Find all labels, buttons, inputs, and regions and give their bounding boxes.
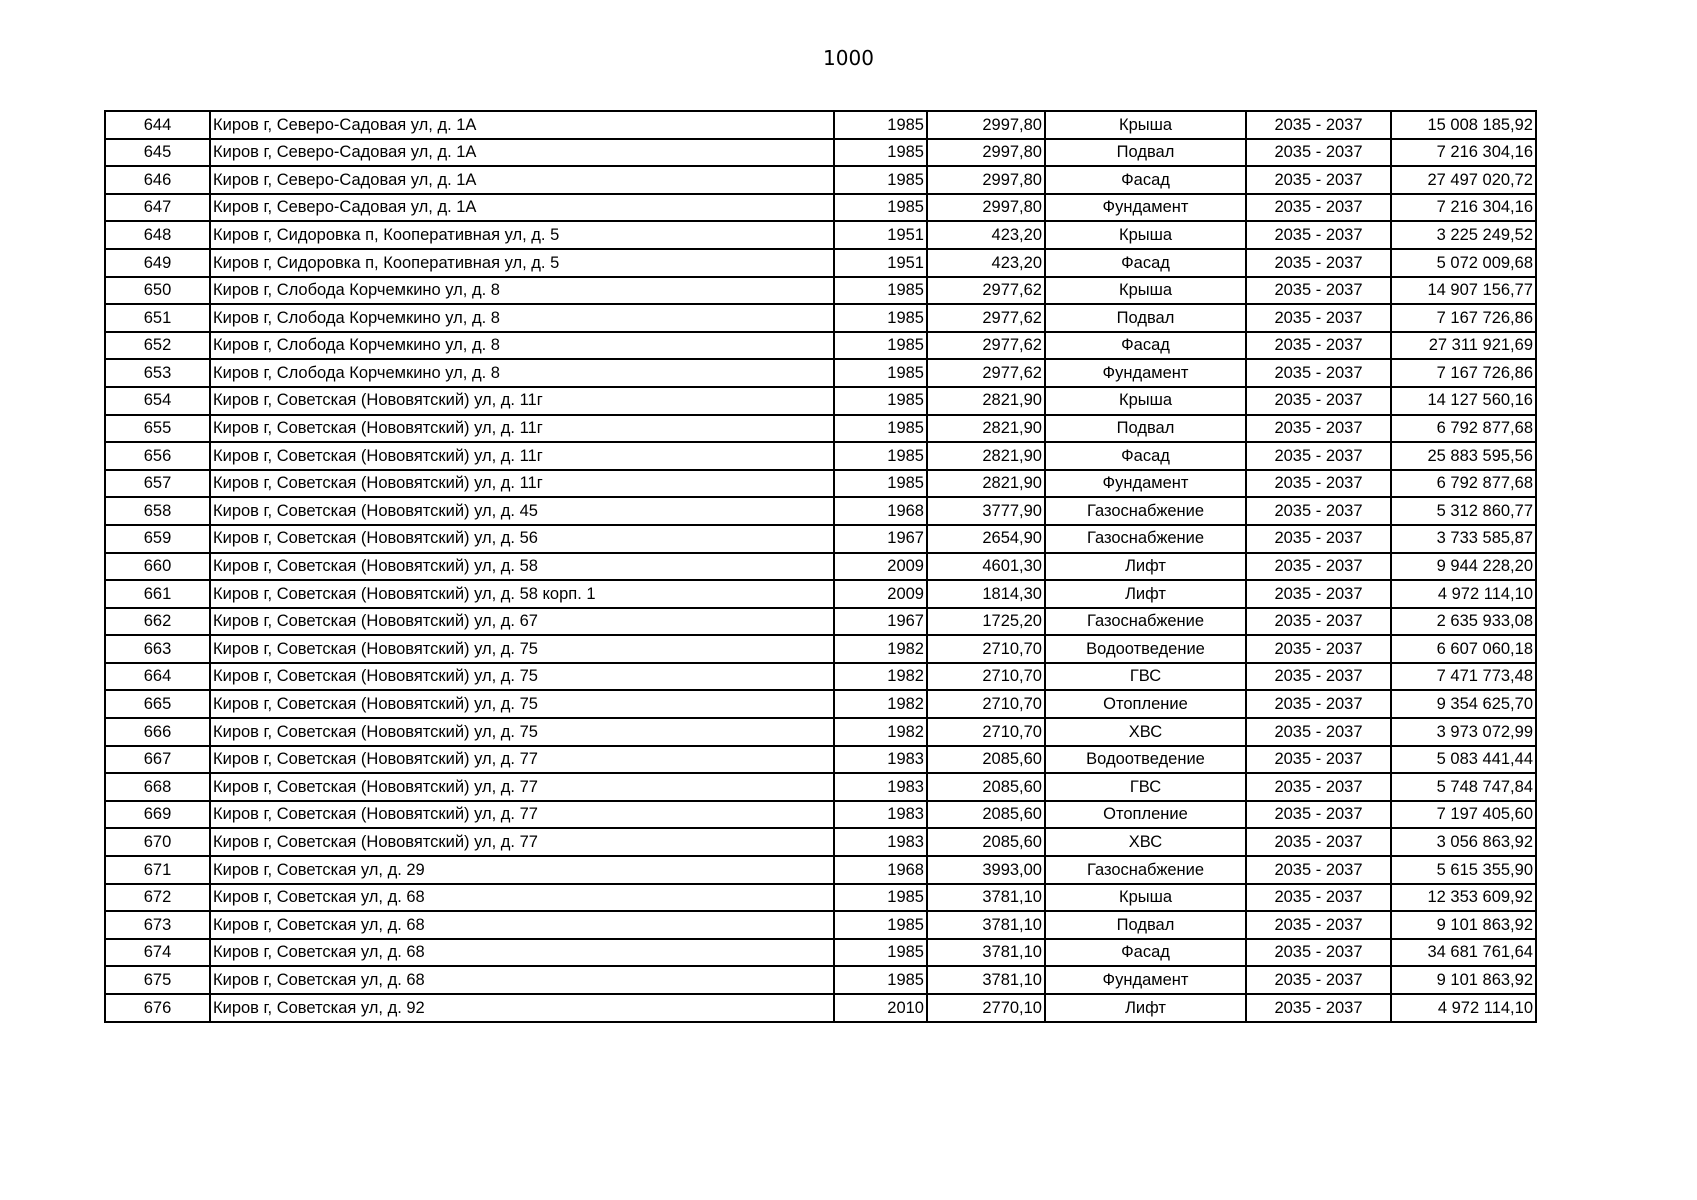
work-type-cell: Лифт (1045, 553, 1246, 581)
build-year-cell: 1985 (834, 470, 927, 498)
table-row (105, 608, 1536, 636)
build-year-cell: 1968 (834, 856, 927, 884)
period-cell: 2035 - 2037 (1246, 359, 1391, 387)
row-number-cell: 654 (105, 387, 210, 415)
build-year-cell: 1985 (834, 884, 927, 912)
cost-cell: 5 083 441,44 (1391, 746, 1536, 774)
address-cell: Киров г, Советская (Нововятский) ул, д. 58 корп. 1 (210, 580, 834, 608)
work-type-cell: Фасад (1045, 166, 1246, 194)
work-type-cell: ХВС (1045, 718, 1246, 746)
row-number-cell: 661 (105, 580, 210, 608)
table-row (105, 139, 1536, 167)
table-row (105, 166, 1536, 194)
row-number-cell: 665 (105, 690, 210, 718)
period-cell: 2035 - 2037 (1246, 304, 1391, 332)
cost-cell: 9 354 625,70 (1391, 690, 1536, 718)
area-cell: 2770,10 (927, 994, 1045, 1022)
row-number-cell: 659 (105, 525, 210, 553)
work-type-cell: Фасад (1045, 939, 1246, 967)
cost-cell: 5 072 009,68 (1391, 249, 1536, 277)
work-type-cell: ГВС (1045, 663, 1246, 691)
build-year-cell: 2009 (834, 580, 927, 608)
address-cell: Киров г, Северо-Садовая ул, д. 1А (210, 111, 834, 139)
build-year-cell: 1982 (834, 663, 927, 691)
area-cell: 2821,90 (927, 442, 1045, 470)
cost-cell: 6 792 877,68 (1391, 470, 1536, 498)
table-row (105, 415, 1536, 443)
address-cell: Киров г, Северо-Садовая ул, д. 1А (210, 194, 834, 222)
work-type-cell: Фундамент (1045, 359, 1246, 387)
row-number-cell: 647 (105, 194, 210, 222)
period-cell: 2035 - 2037 (1246, 111, 1391, 139)
table-row (105, 580, 1536, 608)
work-type-cell: Газоснабжение (1045, 856, 1246, 884)
build-year-cell: 1983 (834, 746, 927, 774)
work-type-cell: Подвал (1045, 911, 1246, 939)
area-cell: 423,20 (927, 249, 1045, 277)
work-type-cell: ХВС (1045, 828, 1246, 856)
area-cell: 2085,60 (927, 773, 1045, 801)
row-number-cell: 656 (105, 442, 210, 470)
row-number-cell: 662 (105, 608, 210, 636)
area-cell: 2977,62 (927, 359, 1045, 387)
cost-cell: 7 197 405,60 (1391, 801, 1536, 829)
row-number-cell: 667 (105, 746, 210, 774)
cost-cell: 5 312 860,77 (1391, 497, 1536, 525)
area-cell: 2997,80 (927, 111, 1045, 139)
area-cell: 3781,10 (927, 966, 1045, 994)
build-year-cell: 1983 (834, 801, 927, 829)
period-cell: 2035 - 2037 (1246, 856, 1391, 884)
area-cell: 2821,90 (927, 470, 1045, 498)
cost-cell: 7 167 726,86 (1391, 359, 1536, 387)
period-cell: 2035 - 2037 (1246, 718, 1391, 746)
build-year-cell: 1985 (834, 304, 927, 332)
cost-cell: 3 225 249,52 (1391, 221, 1536, 249)
cost-cell: 6 792 877,68 (1391, 415, 1536, 443)
area-cell: 1814,30 (927, 580, 1045, 608)
period-cell: 2035 - 2037 (1246, 773, 1391, 801)
row-number-cell: 658 (105, 497, 210, 525)
address-cell: Киров г, Сидоровка п, Кооперативная ул, д. 5 (210, 221, 834, 249)
area-cell: 2977,62 (927, 332, 1045, 360)
cost-cell: 3 973 072,99 (1391, 718, 1536, 746)
period-cell: 2035 - 2037 (1246, 415, 1391, 443)
period-cell: 2035 - 2037 (1246, 277, 1391, 305)
work-type-cell: Лифт (1045, 994, 1246, 1022)
build-year-cell: 1985 (834, 387, 927, 415)
build-year-cell: 2010 (834, 994, 927, 1022)
build-year-cell: 1967 (834, 525, 927, 553)
cost-cell: 6 607 060,18 (1391, 635, 1536, 663)
build-year-cell: 1985 (834, 939, 927, 967)
table-row (105, 966, 1536, 994)
address-cell: Киров г, Советская (Нововятский) ул, д. 11г (210, 470, 834, 498)
address-cell: Киров г, Советская ул, д. 68 (210, 966, 834, 994)
table-row (105, 332, 1536, 360)
area-cell: 2085,60 (927, 828, 1045, 856)
period-cell: 2035 - 2037 (1246, 884, 1391, 912)
address-cell: Киров г, Советская (Нововятский) ул, д. 45 (210, 497, 834, 525)
build-year-cell: 1983 (834, 828, 927, 856)
table-row (105, 304, 1536, 332)
work-type-cell: Крыша (1045, 884, 1246, 912)
address-cell: Киров г, Советская (Нововятский) ул, д. 56 (210, 525, 834, 553)
table-row (105, 387, 1536, 415)
table-row (105, 221, 1536, 249)
cost-cell: 27 497 020,72 (1391, 166, 1536, 194)
work-type-cell: ГВС (1045, 773, 1246, 801)
area-cell: 2997,80 (927, 166, 1045, 194)
period-cell: 2035 - 2037 (1246, 249, 1391, 277)
row-number-cell: 646 (105, 166, 210, 194)
period-cell: 2035 - 2037 (1246, 746, 1391, 774)
area-cell: 2654,90 (927, 525, 1045, 553)
work-type-cell: Фундамент (1045, 966, 1246, 994)
period-cell: 2035 - 2037 (1246, 221, 1391, 249)
row-number-cell: 644 (105, 111, 210, 139)
build-year-cell: 1951 (834, 221, 927, 249)
build-year-cell: 1968 (834, 497, 927, 525)
period-cell: 2035 - 2037 (1246, 553, 1391, 581)
work-type-cell: Подвал (1045, 304, 1246, 332)
work-type-cell: Фасад (1045, 442, 1246, 470)
period-cell: 2035 - 2037 (1246, 442, 1391, 470)
area-cell: 2997,80 (927, 139, 1045, 167)
period-cell: 2035 - 2037 (1246, 939, 1391, 967)
area-cell: 2710,70 (927, 635, 1045, 663)
address-cell: Киров г, Советская (Нововятский) ул, д. 67 (210, 608, 834, 636)
row-number-cell: 668 (105, 773, 210, 801)
address-cell: Киров г, Советская ул, д. 68 (210, 884, 834, 912)
period-cell: 2035 - 2037 (1246, 332, 1391, 360)
work-type-cell: Водоотведение (1045, 635, 1246, 663)
row-number-cell: 655 (105, 415, 210, 443)
area-cell: 423,20 (927, 221, 1045, 249)
address-cell: Киров г, Советская (Нововятский) ул, д. 77 (210, 746, 834, 774)
work-type-cell: Крыша (1045, 111, 1246, 139)
cost-cell: 25 883 595,56 (1391, 442, 1536, 470)
address-cell: Киров г, Советская (Нововятский) ул, д. 77 (210, 828, 834, 856)
cost-cell: 15 008 185,92 (1391, 111, 1536, 139)
address-cell: Киров г, Слобода Корчемкино ул, д. 8 (210, 304, 834, 332)
row-number-cell: 676 (105, 994, 210, 1022)
cost-cell: 14 127 560,16 (1391, 387, 1536, 415)
period-cell: 2035 - 2037 (1246, 139, 1391, 167)
work-type-cell: Фасад (1045, 249, 1246, 277)
period-cell: 2035 - 2037 (1246, 470, 1391, 498)
build-year-cell: 1985 (834, 911, 927, 939)
build-year-cell: 1985 (834, 359, 927, 387)
table-row (105, 718, 1536, 746)
address-cell: Киров г, Советская (Нововятский) ул, д. 75 (210, 663, 834, 691)
area-cell: 4601,30 (927, 553, 1045, 581)
period-cell: 2035 - 2037 (1246, 828, 1391, 856)
build-year-cell: 1951 (834, 249, 927, 277)
address-cell: Киров г, Советская (Нововятский) ул, д. 77 (210, 773, 834, 801)
address-cell: Киров г, Сидоровка п, Кооперативная ул, д. 5 (210, 249, 834, 277)
period-cell: 2035 - 2037 (1246, 911, 1391, 939)
build-year-cell: 1985 (834, 332, 927, 360)
cost-cell: 9 101 863,92 (1391, 966, 1536, 994)
build-year-cell: 1985 (834, 277, 927, 305)
table-row (105, 359, 1536, 387)
address-cell: Киров г, Слобода Корчемкино ул, д. 8 (210, 359, 834, 387)
period-cell: 2035 - 2037 (1246, 166, 1391, 194)
address-cell: Киров г, Советская (Нововятский) ул, д. 58 (210, 553, 834, 581)
work-type-cell: Подвал (1045, 139, 1246, 167)
table-row (105, 773, 1536, 801)
table-row (105, 470, 1536, 498)
period-cell: 2035 - 2037 (1246, 525, 1391, 553)
table-row (105, 939, 1536, 967)
area-cell: 3777,90 (927, 497, 1045, 525)
area-cell: 3781,10 (927, 911, 1045, 939)
table-row (105, 635, 1536, 663)
row-number-cell: 651 (105, 304, 210, 332)
build-year-cell: 1985 (834, 166, 927, 194)
cost-cell: 5 748 747,84 (1391, 773, 1536, 801)
work-type-cell: Отопление (1045, 690, 1246, 718)
period-cell: 2035 - 2037 (1246, 635, 1391, 663)
period-cell: 2035 - 2037 (1246, 966, 1391, 994)
row-number-cell: 652 (105, 332, 210, 360)
address-cell: Киров г, Советская (Нововятский) ул, д. 11г (210, 415, 834, 443)
row-number-cell: 666 (105, 718, 210, 746)
period-cell: 2035 - 2037 (1246, 690, 1391, 718)
area-cell: 2710,70 (927, 690, 1045, 718)
work-type-cell: Отопление (1045, 801, 1246, 829)
cost-cell: 5 615 355,90 (1391, 856, 1536, 884)
row-number-cell: 664 (105, 663, 210, 691)
row-number-cell: 660 (105, 553, 210, 581)
work-type-cell: Газоснабжение (1045, 525, 1246, 553)
address-cell: Киров г, Слобода Корчемкино ул, д. 8 (210, 332, 834, 360)
table-row (105, 746, 1536, 774)
build-year-cell: 1985 (834, 442, 927, 470)
cost-cell: 12 353 609,92 (1391, 884, 1536, 912)
address-cell: Киров г, Советская (Нововятский) ул, д. 11г (210, 442, 834, 470)
table-row (105, 663, 1536, 691)
repair-schedule-table (104, 110, 1537, 1023)
area-cell: 2997,80 (927, 194, 1045, 222)
build-year-cell: 1982 (834, 635, 927, 663)
cost-cell: 7 167 726,86 (1391, 304, 1536, 332)
work-type-cell: Газоснабжение (1045, 497, 1246, 525)
build-year-cell: 1985 (834, 111, 927, 139)
cost-cell: 3 733 585,87 (1391, 525, 1536, 553)
build-year-cell: 1983 (834, 773, 927, 801)
work-type-cell: Подвал (1045, 415, 1246, 443)
address-cell: Киров г, Советская (Нововятский) ул, д. 77 (210, 801, 834, 829)
period-cell: 2035 - 2037 (1246, 994, 1391, 1022)
page-number: 1000 (823, 46, 874, 70)
table-row (105, 194, 1536, 222)
table-row (105, 277, 1536, 305)
build-year-cell: 1982 (834, 690, 927, 718)
table-row (105, 994, 1536, 1022)
address-cell: Киров г, Советская ул, д. 68 (210, 911, 834, 939)
cost-cell: 2 635 933,08 (1391, 608, 1536, 636)
address-cell: Киров г, Советская (Нововятский) ул, д. 75 (210, 718, 834, 746)
row-number-cell: 672 (105, 884, 210, 912)
area-cell: 3781,10 (927, 939, 1045, 967)
work-type-cell: Фасад (1045, 332, 1246, 360)
table-body (105, 111, 1536, 1022)
work-type-cell: Водоотведение (1045, 746, 1246, 774)
build-year-cell: 1967 (834, 608, 927, 636)
cost-cell: 34 681 761,64 (1391, 939, 1536, 967)
table-row (105, 249, 1536, 277)
row-number-cell: 657 (105, 470, 210, 498)
cost-cell: 7 216 304,16 (1391, 194, 1536, 222)
area-cell: 3781,10 (927, 884, 1045, 912)
cost-cell: 3 056 863,92 (1391, 828, 1536, 856)
row-number-cell: 671 (105, 856, 210, 884)
address-cell: Киров г, Советская (Нововятский) ул, д. 75 (210, 635, 834, 663)
cost-cell: 7 471 773,48 (1391, 663, 1536, 691)
row-number-cell: 675 (105, 966, 210, 994)
row-number-cell: 645 (105, 139, 210, 167)
period-cell: 2035 - 2037 (1246, 497, 1391, 525)
address-cell: Киров г, Советская (Нововятский) ул, д. 11г (210, 387, 834, 415)
period-cell: 2035 - 2037 (1246, 608, 1391, 636)
row-number-cell: 648 (105, 221, 210, 249)
area-cell: 2977,62 (927, 304, 1045, 332)
cost-cell: 4 972 114,10 (1391, 580, 1536, 608)
work-type-cell: Крыша (1045, 221, 1246, 249)
area-cell: 3993,00 (927, 856, 1045, 884)
build-year-cell: 2009 (834, 553, 927, 581)
row-number-cell: 669 (105, 801, 210, 829)
work-type-cell: Газоснабжение (1045, 608, 1246, 636)
table-row (105, 553, 1536, 581)
build-year-cell: 1985 (834, 415, 927, 443)
table-row (105, 525, 1536, 553)
address-cell: Киров г, Северо-Садовая ул, д. 1А (210, 139, 834, 167)
work-type-cell: Лифт (1045, 580, 1246, 608)
address-cell: Киров г, Советская (Нововятский) ул, д. 75 (210, 690, 834, 718)
build-year-cell: 1985 (834, 966, 927, 994)
period-cell: 2035 - 2037 (1246, 580, 1391, 608)
cost-cell: 9 101 863,92 (1391, 911, 1536, 939)
build-year-cell: 1985 (834, 194, 927, 222)
address-cell: Киров г, Северо-Садовая ул, д. 1А (210, 166, 834, 194)
cost-cell: 9 944 228,20 (1391, 553, 1536, 581)
area-cell: 2085,60 (927, 801, 1045, 829)
address-cell: Киров г, Советская ул, д. 68 (210, 939, 834, 967)
address-cell: Киров г, Советская ул, д. 92 (210, 994, 834, 1022)
work-type-cell: Фундамент (1045, 470, 1246, 498)
work-type-cell: Крыша (1045, 387, 1246, 415)
row-number-cell: 673 (105, 911, 210, 939)
cost-cell: 14 907 156,77 (1391, 277, 1536, 305)
row-number-cell: 670 (105, 828, 210, 856)
row-number-cell: 653 (105, 359, 210, 387)
work-type-cell: Крыша (1045, 277, 1246, 305)
area-cell: 2821,90 (927, 387, 1045, 415)
table-row (105, 690, 1536, 718)
period-cell: 2035 - 2037 (1246, 387, 1391, 415)
row-number-cell: 674 (105, 939, 210, 967)
table-row (105, 801, 1536, 829)
table-row (105, 442, 1536, 470)
build-year-cell: 1985 (834, 139, 927, 167)
area-cell: 2821,90 (927, 415, 1045, 443)
period-cell: 2035 - 2037 (1246, 663, 1391, 691)
cost-cell: 7 216 304,16 (1391, 139, 1536, 167)
period-cell: 2035 - 2037 (1246, 194, 1391, 222)
area-cell: 2085,60 (927, 746, 1045, 774)
address-cell: Киров г, Слобода Корчемкино ул, д. 8 (210, 277, 834, 305)
row-number-cell: 650 (105, 277, 210, 305)
area-cell: 2710,70 (927, 718, 1045, 746)
cost-cell: 27 311 921,69 (1391, 332, 1536, 360)
area-cell: 1725,20 (927, 608, 1045, 636)
table-row (105, 828, 1536, 856)
table-row (105, 911, 1536, 939)
cost-cell: 4 972 114,10 (1391, 994, 1536, 1022)
build-year-cell: 1982 (834, 718, 927, 746)
row-number-cell: 649 (105, 249, 210, 277)
address-cell: Киров г, Советская ул, д. 29 (210, 856, 834, 884)
table-row (105, 856, 1536, 884)
row-number-cell: 663 (105, 635, 210, 663)
area-cell: 2710,70 (927, 663, 1045, 691)
table-row (105, 884, 1536, 912)
period-cell: 2035 - 2037 (1246, 801, 1391, 829)
area-cell: 2977,62 (927, 277, 1045, 305)
table-row (105, 497, 1536, 525)
work-type-cell: Фундамент (1045, 194, 1246, 222)
table-row (105, 111, 1536, 139)
